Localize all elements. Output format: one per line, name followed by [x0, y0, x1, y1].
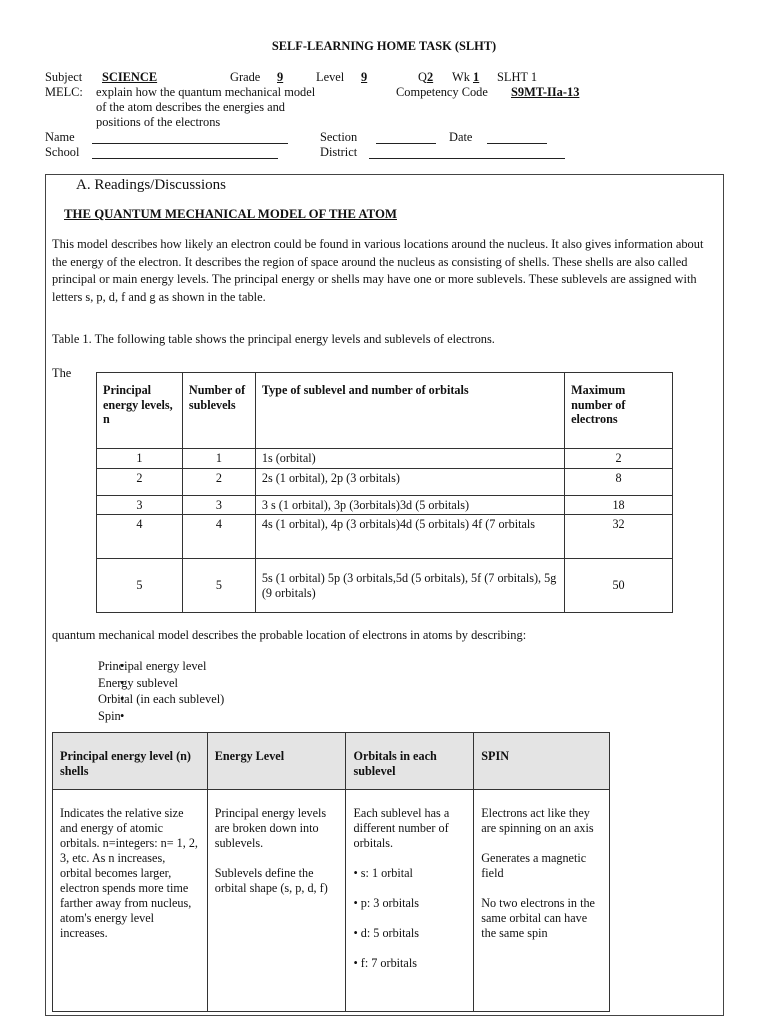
- table-row: [97, 495, 673, 515]
- grade-value: 9: [277, 70, 284, 84]
- spin-text: Generates a magnetic field: [481, 851, 587, 880]
- orbitals-text: • s: 1 orbital: [353, 866, 413, 880]
- district-field[interactable]: [369, 147, 565, 159]
- cell-type: 5s (1 orbital) 5p (3 orbitals,5d (5 orbitals), 5f (7 orbitals), 5g (9 orbitals): [255, 559, 564, 613]
- cell-max: 32: [565, 515, 673, 559]
- subject-label: Subject: [45, 70, 83, 84]
- table-row: [97, 559, 673, 613]
- table-header-row: [97, 373, 673, 449]
- model-header-row: [53, 733, 610, 790]
- header-type: Type of sublevel and number of orbitals: [255, 373, 564, 449]
- level-label: Level: [316, 70, 345, 84]
- table-row: [97, 515, 673, 559]
- week-block: [452, 70, 479, 85]
- quantum-model-table: [52, 732, 610, 1012]
- week-label: Wk: [452, 70, 470, 84]
- cell-n: 3: [97, 495, 183, 515]
- cell-max: 50: [565, 559, 673, 613]
- spin-text: No two electrons in the same orbital can have the same spin: [481, 896, 595, 940]
- district-label: District: [320, 145, 358, 159]
- header-shells: Principal energy level (n) shells: [53, 733, 208, 790]
- cell-max: 18: [565, 495, 673, 515]
- melc-line-1: explain how the quantum mechanical model: [96, 85, 316, 99]
- energy-level-text: Principal energy levels are broken down into sublevels.: [214, 806, 327, 850]
- orbitals-text: Each sublevel has a different number of orbitals.: [353, 806, 450, 850]
- competency-code: S9MT-IIa-13: [511, 85, 580, 99]
- header-spin: SPIN: [474, 733, 610, 790]
- cell-n: 4: [97, 515, 183, 559]
- slht-number: SLHT 1: [497, 70, 538, 84]
- quarter-block: [418, 70, 433, 85]
- competency-label: Competency Code: [396, 85, 488, 99]
- subject-value: SCIENCE: [102, 70, 158, 84]
- cell-sublevels: 1: [182, 449, 255, 469]
- list-item: • Spin: [98, 708, 224, 725]
- school-label: School: [45, 145, 80, 159]
- date-label: Date: [449, 130, 473, 144]
- table-row: [97, 449, 673, 469]
- header-sublevels: Number of sublevels: [182, 373, 255, 449]
- table-caption: Table 1. The following table shows the principal energy levels and sublevels of electrons.: [52, 332, 495, 346]
- orbitals-text: • f: 7 orbitals: [353, 956, 417, 970]
- week-value: 1: [473, 70, 480, 84]
- cell-max: 2: [565, 449, 673, 469]
- model-body-row: [53, 790, 610, 1012]
- shells-description: Indicates the relative size and energy of atomic orbitals. n=integers: n= 1, 2, 3, etc. As n increases, orbital becomes larger, electron spends more time farther away from nucleus, atom's energy level increases.: [53, 790, 208, 1012]
- the-word: The: [52, 366, 72, 380]
- orbitals-description: [346, 790, 474, 1012]
- cell-type: 4s (1 orbital), 4p (3 orbitals)4d (5 orbitals) 4f (7 orbitals: [255, 515, 564, 559]
- cell-sublevels: 2: [182, 468, 255, 495]
- date-field[interactable]: [487, 132, 547, 144]
- cell-type: 1s (orbital): [255, 449, 564, 469]
- table-row: [97, 468, 673, 495]
- quarter-label: Q: [418, 70, 427, 84]
- energy-levels-table: [96, 372, 673, 613]
- cell-type: 2s (1 orbital), 2p (3 orbitals): [255, 468, 564, 495]
- name-label: Name: [45, 130, 75, 144]
- section-field[interactable]: [376, 132, 436, 144]
- cell-type: 3 s (1 orbital), 3p (3orbitals)3d (5 orbitals): [255, 495, 564, 515]
- model-heading: THE QUANTUM MECHANICAL MODEL OF THE ATOM: [64, 207, 397, 221]
- quarter-value: 2: [426, 70, 434, 84]
- melc-line-3: positions of the electrons: [96, 115, 221, 129]
- name-field[interactable]: [92, 132, 288, 144]
- orbitals-text: • d: 5 orbitals: [353, 926, 420, 940]
- document-title: SELF-LEARNING HOME TASK (SLHT): [271, 39, 497, 53]
- model-aspects-list: [52, 658, 224, 724]
- header-principal: Principal energy levels, n: [97, 373, 183, 449]
- cell-n: 1: [97, 449, 183, 469]
- list-item: • Energy sublevel: [98, 675, 224, 692]
- orbitals-text: • p: 3 orbitals: [353, 896, 420, 910]
- header-max-electrons: Maximum number of electrons: [565, 373, 673, 449]
- school-field[interactable]: [92, 147, 278, 159]
- cell-n: 2: [97, 468, 183, 495]
- list-item: • Principal energy level: [98, 658, 224, 675]
- cell-sublevels: 4: [182, 515, 255, 559]
- energy-level-text: Sublevels define the orbital shape (s, p, d, f): [214, 866, 328, 895]
- spin-description: [474, 790, 610, 1012]
- cell-n: 5: [97, 559, 183, 613]
- spin-text: Electrons act like they are spinning on an axis: [481, 806, 594, 835]
- cell-max: 8: [565, 468, 673, 495]
- describes-line: quantum mechanical model describes the probable location of electrons in atoms by describing:: [52, 628, 527, 642]
- list-item: • Orbital (in each sublevel): [98, 691, 224, 708]
- level-value: 9: [361, 70, 368, 84]
- intro-paragraph: This model describes how likely an electron could be found in various locations around the nucleus. It also gives information about the energy of the electron. It describes the region of space around the nucleus as consisting of shells. These shells are also called principal or main energy levels. The principal energy or shells may have one or more sublevels. These sublevels are assigned with letters s, p, d, f and g as shown in the table.: [52, 237, 704, 304]
- energy-level-description: [207, 790, 346, 1012]
- cell-sublevels: 5: [182, 559, 255, 613]
- header-orbitals: Orbitals in each sublevel: [346, 733, 474, 790]
- melc-label: MELC:: [45, 85, 83, 99]
- cell-sublevels: 3: [182, 495, 255, 515]
- grade-label: Grade: [230, 70, 261, 84]
- header-energy-level: Energy Level: [207, 733, 346, 790]
- section-label: Section: [320, 130, 358, 144]
- melc-line-2: of the atom describes the energies and: [96, 100, 286, 114]
- section-heading: A. Readings/Discussions: [76, 177, 226, 193]
